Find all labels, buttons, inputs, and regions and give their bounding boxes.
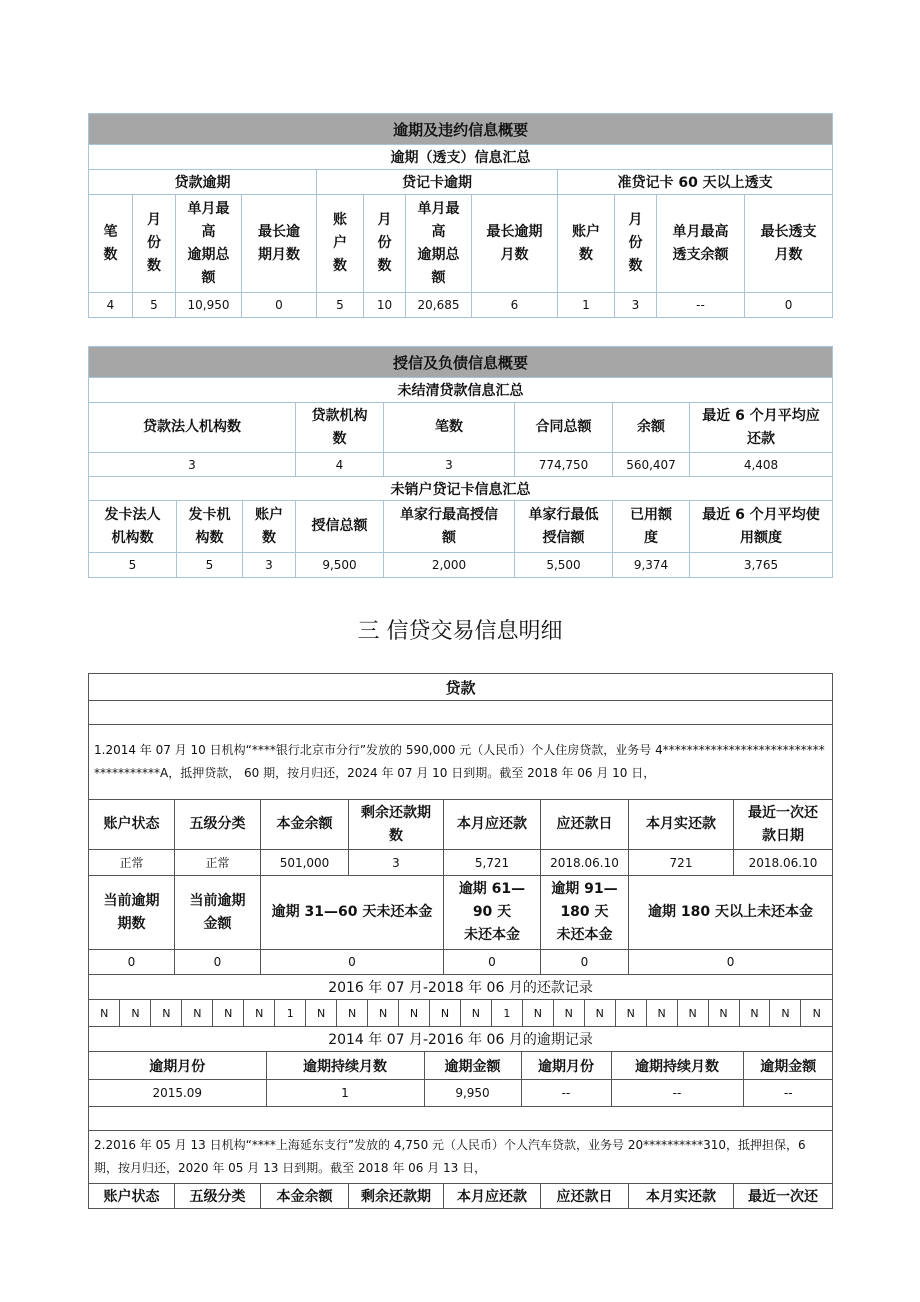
blank-row [89, 701, 833, 725]
status-header-cell: 应还款日 [541, 1184, 629, 1209]
overdue-record-value: 1 [266, 1080, 424, 1106]
repay-record-cell: N [89, 1000, 120, 1026]
value-cell: 3 [615, 293, 657, 318]
overdue-value-cell: 0 [89, 950, 175, 975]
overdue-record-caption: 2014 年 07 月-2016 年 06 月的逾期记录 [89, 1027, 833, 1052]
card-header-cell: 发卡机 构数 [177, 501, 243, 553]
header-cell: 最长透支 月数 [745, 195, 833, 293]
overdue-value-cell: 0 [629, 950, 833, 975]
repay-record-cell: N [584, 1000, 615, 1026]
repay-record-cell: N [708, 1000, 739, 1026]
overdue-summary-subtitle: 逾期（透支）信息汇总 [89, 145, 833, 170]
overdue-summary-title: 逾期及违约信息概要 [89, 114, 833, 145]
value-cell: 10,950 [176, 293, 242, 318]
status-header-cell: 剩余还款期 [349, 1184, 444, 1209]
loan-value-cell: 3 [384, 453, 515, 477]
header-cell: 最长逾 期月数 [242, 195, 317, 293]
status-value-cell: 2018.06.10 [734, 850, 833, 876]
repay-record-cell: N [770, 1000, 801, 1026]
card-header-cell: 账户 数 [243, 501, 296, 553]
repay-record-cell: N [368, 1000, 399, 1026]
status-header-cell: 五级分类 [175, 1184, 261, 1209]
status-header-cell: 账户状态 [89, 800, 175, 850]
loan-header-cell: 最近 6 个月平均应 还款 [690, 403, 833, 453]
overdue-header-cell: 当前逾期 金额 [175, 876, 261, 950]
header-cell: 单月最高 透支余额 [657, 195, 745, 293]
value-cell: 4 [89, 293, 133, 318]
repay-record-caption: 2016 年 07 月-2018 年 06 月的还款记录 [89, 975, 833, 1000]
repay-record-cell: N [522, 1000, 553, 1026]
repay-record-cell: N [213, 1000, 244, 1026]
overdue-value-cell: 0 [175, 950, 261, 975]
repay-record-cell: N [615, 1000, 646, 1026]
card-header-cell: 最近 6 个月平均使 用额度 [690, 501, 833, 553]
overdue-header-cell: 当前逾期 期数 [89, 876, 175, 950]
loan-section-title: 贷款 [89, 674, 833, 701]
status-header-cell: 剩余还款期 数 [349, 800, 444, 850]
status-value-cell: 3 [349, 850, 444, 876]
value-cell: 20,685 [406, 293, 472, 318]
status-header-cell: 本月应还款 [444, 1184, 541, 1209]
status-header-cell: 本金余额 [261, 800, 349, 850]
repay-record-cell: N [151, 1000, 182, 1026]
value-cell: 10 [364, 293, 406, 318]
card-value-cell: 9,500 [296, 553, 384, 578]
loan-value-cell: 4 [296, 453, 384, 477]
header-cell: 月 份 数 [133, 195, 176, 293]
overdue-value-cell: 0 [444, 950, 541, 975]
group-credit-card-overdue: 贷记卡逾期 [317, 170, 558, 195]
card-value-cell: 9,374 [613, 553, 690, 578]
card-value-cell: 3,765 [690, 553, 833, 578]
header-cell: 单月最 高 逾期总 额 [176, 195, 242, 293]
loan-value-cell: 774,750 [515, 453, 613, 477]
card-value-cell: 5 [89, 553, 177, 578]
loan-header-cell: 余额 [613, 403, 690, 453]
header-cell: 月 份 数 [364, 195, 406, 293]
group-loan-overdue: 贷款逾期 [89, 170, 317, 195]
overdue-record-header: 逾期金额 [424, 1052, 521, 1079]
loan-header-cell: 贷款机构 数 [296, 403, 384, 453]
header-cell: 笔 数 [89, 195, 133, 293]
overdue-record-value: -- [743, 1080, 833, 1106]
loan-header-cell: 笔数 [384, 403, 515, 453]
repay-record-cell: N [120, 1000, 151, 1026]
loan-header-cell: 合同总额 [515, 403, 613, 453]
card-value-cell: 5,500 [515, 553, 613, 578]
repay-record-cell: N [399, 1000, 430, 1026]
overdue-record-header: 逾期月份 [89, 1052, 266, 1079]
status-value-cell: 501,000 [261, 850, 349, 876]
repay-record-cell: N [646, 1000, 677, 1026]
repay-record-row [89, 1000, 832, 1026]
overdue-header-cell: 逾期 180 天以上未还本金 [629, 876, 833, 950]
status-value-cell: 721 [629, 850, 734, 876]
status-value-cell: 5,721 [444, 850, 541, 876]
status-value-cell: 正常 [89, 850, 175, 876]
repay-record-cell: N [429, 1000, 460, 1026]
status-header-cell: 五级分类 [175, 800, 261, 850]
repay-record-cell: N [337, 1000, 368, 1026]
status-header-cell: 本金余额 [261, 1184, 349, 1209]
loan-2-description: 2.2016 年 05 月 13 日机构“****上海延东支行”发放的 4,750 元（人民币）个人汽车贷款，业务号 20**********310，抵押担保，6 期，按月归还，2020 年 05 月 13 日到期。截至 2018 年 06 月 13 日， [89, 1131, 833, 1184]
loan-value-cell: 560,407 [613, 453, 690, 477]
status-value-cell: 2018.06.10 [541, 850, 629, 876]
section-3-title: 三 信贷交易信息明细 [357, 619, 563, 644]
repay-record-cell: N [677, 1000, 708, 1026]
status-header-cell: 最近一次还 款日期 [734, 800, 833, 850]
repay-record-cell: N [182, 1000, 213, 1026]
overdue-record-header: 逾期持续月数 [611, 1052, 743, 1079]
status-header-cell: 本月应还款 [444, 800, 541, 850]
overdue-header-cell: 逾期 31—60 天未还本金 [261, 876, 444, 950]
header-cell: 账户 数 [558, 195, 615, 293]
overdue-record-value: -- [611, 1080, 743, 1106]
header-cell: 账 户 数 [317, 195, 364, 293]
group-semi-credit-card-overdraft: 准贷记卡 60 天以上透支 [558, 170, 833, 195]
credit-debt-summary-table [88, 346, 833, 578]
cards-subtitle: 未销户贷记卡信息汇总 [89, 477, 833, 501]
repay-record-cell: N [306, 1000, 337, 1026]
loan-detail-table [88, 673, 833, 1209]
card-header-cell: 授信总额 [296, 501, 384, 553]
status-header-cell: 账户状态 [89, 1184, 175, 1209]
overdue-value-cell: 0 [541, 950, 629, 975]
loans-subtitle: 未结清贷款信息汇总 [89, 378, 833, 403]
card-header-cell: 发卡法人 机构数 [89, 501, 177, 553]
repay-record-cell: N [460, 1000, 491, 1026]
card-value-cell: 3 [243, 553, 296, 578]
overdue-record-header: 逾期月份 [521, 1052, 611, 1079]
loan-value-cell: 3 [89, 453, 296, 477]
overdue-record-value: 9,950 [424, 1080, 521, 1106]
header-cell: 最长逾期 月数 [472, 195, 558, 293]
overdue-record-header: 逾期金额 [743, 1052, 833, 1079]
repay-record-cell: 1 [275, 1000, 306, 1026]
card-value-cell: 5 [177, 553, 243, 578]
loan-1-description: 1.2014 年 07 月 10 日机构“****银行北京市分行”发放的 590,000 元（人民币）个人住房贷款，业务号 4**************************************A，抵押贷款， 60 期，按月归还，2024 年 07 月 10 日到期。截至 2018 年 06 月 10 日， [89, 725, 833, 800]
value-cell: 6 [472, 293, 558, 318]
overdue-record-value: 2015.09 [89, 1080, 266, 1106]
status-header-cell: 最近一次还 [734, 1184, 833, 1209]
value-cell: 0 [242, 293, 317, 318]
credit-summary-title: 授信及负债信息概要 [89, 347, 833, 378]
overdue-record-value: -- [521, 1080, 611, 1106]
card-value-cell: 2,000 [384, 553, 515, 578]
overdue-header-cell: 逾期 61— 90 天 未还本金 [444, 876, 541, 950]
header-cell: 单月最 高 逾期总 额 [406, 195, 472, 293]
card-header-cell: 单家行最高授信 额 [384, 501, 515, 553]
repay-record-cell: 1 [491, 1000, 522, 1026]
value-cell: 1 [558, 293, 615, 318]
overdue-record-header: 逾期持续月数 [266, 1052, 424, 1079]
overdue-header-cell: 逾期 91— 180 天 未还本金 [541, 876, 629, 950]
blank-row [89, 1107, 833, 1131]
status-value-cell: 正常 [175, 850, 261, 876]
repay-record-cell: N [739, 1000, 770, 1026]
header-cell: 月 份 数 [615, 195, 657, 293]
status-header-cell: 本月实还款 [629, 800, 734, 850]
overdue-record-value-grid [89, 1080, 833, 1106]
value-cell: 0 [745, 293, 833, 318]
overdue-value-cell: 0 [261, 950, 444, 975]
repay-record-cell: N [244, 1000, 275, 1026]
loan-header-cell: 贷款法人机构数 [89, 403, 296, 453]
status-header-cell: 本月实还款 [629, 1184, 734, 1209]
repay-record-cell: N [553, 1000, 584, 1026]
status-header-cell: 应还款日 [541, 800, 629, 850]
card-header-cell: 已用额 度 [613, 501, 690, 553]
loan-value-cell: 4,408 [690, 453, 833, 477]
repay-record-grid [89, 1000, 832, 1026]
card-header-cell: 单家行最低 授信额 [515, 501, 613, 553]
repay-record-cell: N [801, 1000, 832, 1026]
value-cell: 5 [133, 293, 176, 318]
overdue-record-header-grid [89, 1052, 833, 1079]
value-cell: 5 [317, 293, 364, 318]
value-cell: -- [657, 293, 745, 318]
overdue-summary-table [88, 113, 833, 318]
